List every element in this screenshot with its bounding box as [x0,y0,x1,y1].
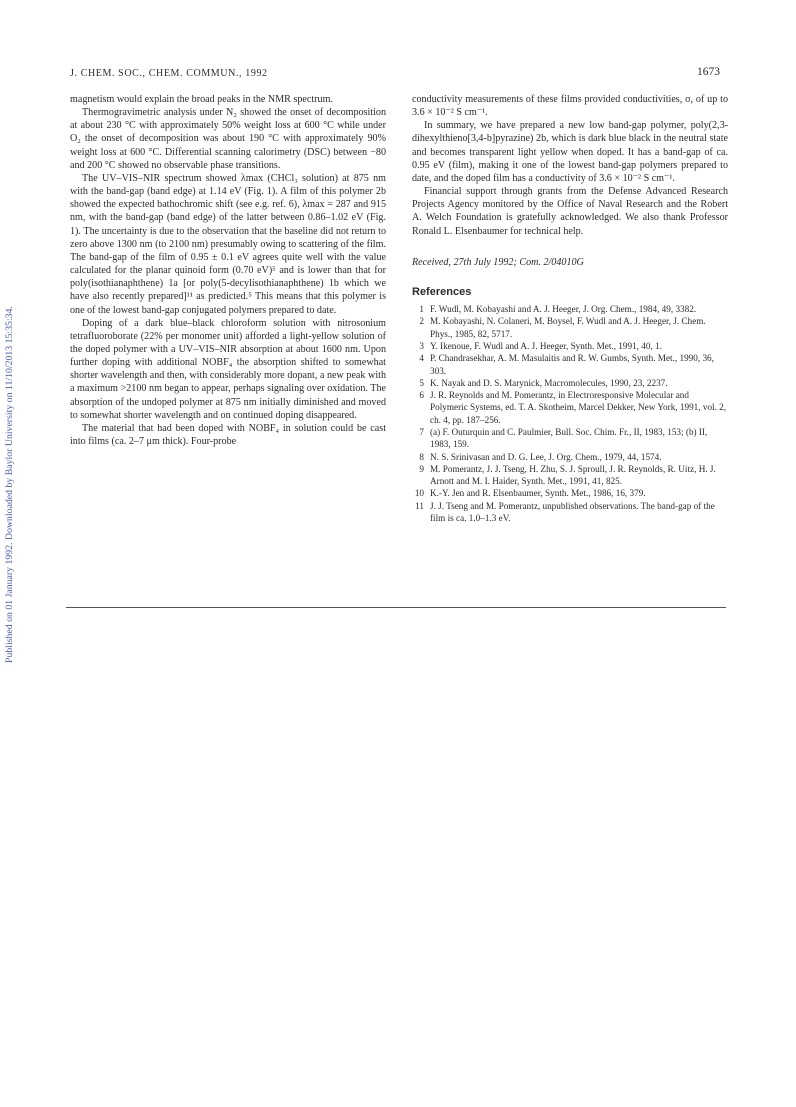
reference-item [412,389,728,426]
reference-text: (a) F. Outurquin and C. Paulmier, Bull. Soc. Chim. Fr., II, 1983, 153; (b) II, 1983, 159. [430,427,708,450]
reference-text: F. Wudl, M. Kobayashi and A. J. Heeger, J. Org. Chem., 1984, 49, 3382. [430,304,697,315]
right-column [412,93,728,524]
download-provenance-note [2,268,18,668]
reference-item [412,303,728,315]
provenance-text: Published on 01 January 1992. Downloaded by Baylor University on 11/10/2013 15:35:34. [4,306,15,663]
reference-text: J. J. Tseng and M. Pomerantz, unpublished observations. The band-gap of the film is ca. 1.0–1.3 eV. [430,500,715,524]
reference-item [412,315,728,340]
reference-number: 10 [414,488,424,499]
reference-number: 3 [419,340,424,351]
references-heading: References [412,285,472,298]
reference-item [412,426,728,451]
reference-number: 2 [419,316,424,327]
reference-text: K. Nayak and D. S. Marynick, Macromolecules, 1990, 23, 2237. [430,377,668,388]
reference-number: 4 [419,353,424,364]
reference-item [412,352,728,377]
reference-text: P. Chandrasekhar, A. M. Masulaitis and R. W. Gumbs, Synth. Met., 1990, 36, 303. [430,353,714,376]
paragraph: conductivity measurements of these films provided conductivities, σ, of up to 3.6 × 10⁻² S cm⁻¹. [412,94,728,119]
received-line: Received, 27th July 1992; Com. 2/04010G [412,256,584,268]
reference-text: J. R. Reynolds and M. Pomerantz, in Electroresponsive Molecular and Polymeric Systems, ed. T. A. Skotheim, Marcel Dekker, New York, 1991, vol. 2, ch. 4, pp. 187–256. [430,390,727,425]
paragraph: The material that had been doped with NOBF₄ in solution could be cast into films (ca. 2–7 μm thick). Four-probe [70,422,386,448]
reference-item [412,340,728,352]
reference-number: 9 [419,463,424,474]
reference-item [412,377,728,389]
reference-text: M. Pomerantz, J. J. Tseng, H. Zhu, S. J. Sproull, J. R. Reynolds, R. Uitz, H. J. Arnott and M. I. Haider, Synth. Met., 1991, 41, 825. [430,463,716,487]
paragraph: magnetism would explain the broad peaks in the NMR spectrum. [70,94,333,105]
paragraph: The UV–VIS–NIR spectrum showed λmax (CHCl₃ solution) at 875 nm with the band-gap (band edge) at 1.14 eV (Fig. 1). A film of this polymer 2b showed the expected bathochromic shift (see e.g. ref. 6), λmax = 287 and 915 nm, with the band-gap (band edge) of the latter between 0.86–1.02 eV (Fig. 1). The uncertainty is due to the observation that the baseline did not return to zero above 1300 nm (to 2100 nm) presumably owing to scattering of the film. The band-gap of the film of 0.95 ± 0.1 eV agrees quite well with the value calculated for the planar quinoid form (0.70 eV)⁵ and is lower than that for poly(isothianaphthene) 1a [or poly(5-decylisothianaphthene) 1b which we have also recently prepared]¹¹ as predicted.⁵ This means that this polymer is one of the lowest band-gap conjugated polymers prepared to date. [70,172,386,316]
footer-rule [66,607,726,608]
references-list [412,303,728,524]
reference-text: K.-Y. Jen and R. Elsenbaumer, Synth. Met., 1986, 16, 379. [430,488,646,499]
reference-item [412,500,728,525]
reference-number: 11 [415,500,424,511]
reference-item [412,451,728,463]
reference-item [412,463,728,488]
reference-text: Y. Ikenoue, F. Wudl and A. J. Heeger, Synth. Met., 1991, 40, 1. [430,340,662,351]
reference-number: 6 [419,390,424,401]
paragraph: Doping of a dark blue–black chloroform solution with nitrosonium tetrafluoroborate (22% per monomer unit) afforded a light-yellow solution of the doped polymer with a UV–VIS–NIR absorption at about 1600 nm. Upon further doping with additional NOBF₄ the absorption shifted to somewhat shorter wavelength and then, with considerably more dopant, a new peak with a maximum >2100 nm began to appear, perhaps signaling over oxidation. The absorption of the undoped polymer at 875 nm initially diminished and moved to somewhat shorter wavelength and on continued doping disappeared. [70,317,386,421]
reference-number: 7 [419,427,424,437]
reference-number: 1 [419,304,424,315]
reference-number: 8 [419,451,424,462]
running-header-journal: J. CHEM. SOC., CHEM. COMMUN., 1992 [70,68,268,79]
reference-item [412,487,728,499]
reference-text: M. Kobayashi, N. Colaneri, M. Boysel, F. Wudl and A. J. Heeger, J. Chem. Phys., 1985, 82, 5717. [430,316,706,339]
paragraph: Thermogravimetric analysis under N₂ showed the onset of decomposition at about 230 °C with approximately 50% weight loss at 600 °C while under O₂ the onset of decomposition was about 190 °C with approximately 90% weight loss at 600 °C. Differential scanning calorimetry (DSC) between −80 and 200 °C showed no observable phase transitions. [70,107,386,171]
reference-text: N. S. Srinivasan and D. G. Lee, J. Org. Chem., 1979, 44, 1574. [430,451,662,462]
paragraph: Financial support through grants from the Defense Advanced Research Projects Agency monitored by the Office of Naval Research and the Robert A. Welch Foundation is gratefully acknowledged. We also thank Professor Ronald L. Elsenbaumer for technical help. [412,186,728,237]
left-column [70,93,386,448]
page-number: 1673 [697,66,720,78]
reference-number: 5 [419,377,424,388]
paragraph: In summary, we have prepared a new low band-gap polymer, poly(2,3-dihexylthieno[3,4-b]pyrazine) 2b, which is dark blue black in the neutral state and becomes transparent light yellow when doped. It has a band-gap of ca. 0.95 eV (film), making it one of the lowest band-gap polymers prepared to date, and the doped film has a conductivity of 3.6 × 10⁻² S cm⁻¹. [412,120,728,184]
